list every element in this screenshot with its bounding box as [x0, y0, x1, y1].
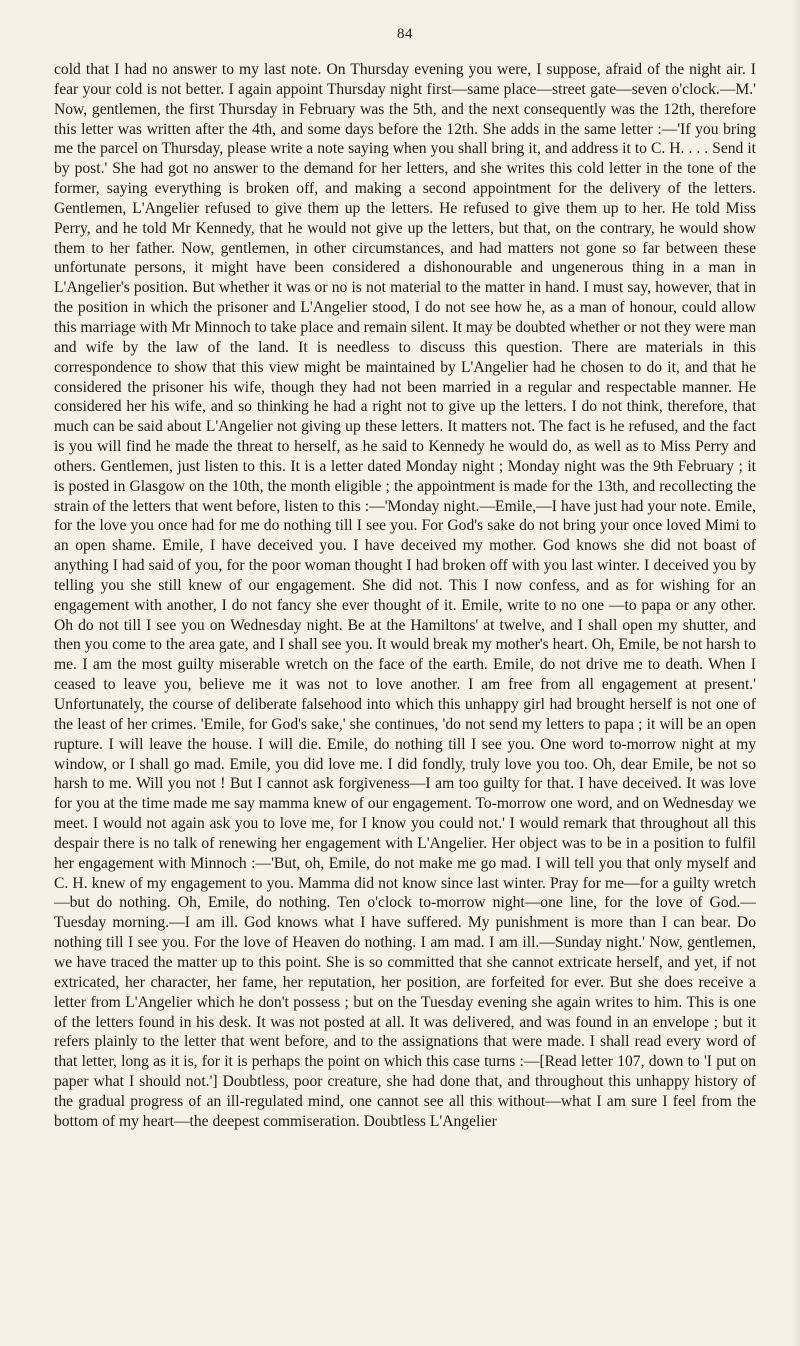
page-edge-shadow — [792, 0, 800, 1346]
body-paragraph: cold that I had no answer to my last note. On Thursday evening you were, I suppose, afraid of the night air. I fear your cold is not better. I again appoint Thursday night first—same place—street gate—seven o'clock.—M.' Now, gentlemen, the first Thursday in February was the 5th, and the next consequently was the 12th, therefore this letter was written after the 4th, and some days before the 12th. She adds in the same letter :—'If you bring me the parcel on Thursday, please write a note saying when you shall bring it, and address it to C. H. . . . Send it by post.' She had got no answer to the demand for her letters, and she writes this cold letter in the tone of the former, saying everything is broken off, and making a second appointment for the delivery of the letters. Gentlemen, L'Angelier refused to give them up the letters. He refused to give them up to her. He told Miss Perry, and he told Mr Kennedy, that he would not give up the letters, but that, on the contrary, he would show them to her father. Now, gentlemen, in other circumstances, and had matters not gone so far between these unfortunate persons, it might have been considered a dishonourable and ungenerous thing in a man in L'Angelier's position. But whether it was or no is not material to the matter in hand. I must say, however, that in the position in which the prisoner and L'Angelier stood, I do not see how he, as a man of honour, could allow this marriage with Mr Minnoch to take place and remain silent. It may be doubted whether or not they were man and wife by the law of the land. It is needless to discuss this question. There are materials in this correspondence to show that this view might be maintained by L'Angelier had he chosen to do it, and that he considered the prisoner his wife, though they had not been married in a regular and respectable manner. He considered her his wife, and so thinking he had a right not to give up the letters. I do not think, therefore, that much can be said about L'Angelier not giving up these letters. It matters not. The fact is he refused, and the fact is you will find he made the threat to herself, as he said to Kennedy he would do, as well as to Miss Perry and others. Gentlemen, just listen to this. It is a letter dated Monday night ; Monday night was the 9th February ; it is posted in Glasgow on the 10th, the month eligible ; the appointment is made for the 13th, and recollecting the strain of the letters that went before, listen to this :—'Monday night.—Emile,—I have just had your note. Emile, for the love you once had for me do nothing till I see you. For God's sake do not bring your once loved Mimi to an open shame. Emile, I have deceived you. I have deceived my mother. God knows she did not boast of anything I had said of you, for the poor woman thought I had broken off with you last winter. I deceived you by telling you she still knew of our engagement. She did not. This I now confess, and as for wishing for an engagement with another, I do not fancy she ever thought of it. Emile, write to no one —to papa or any other. Oh do not till I see you on Wednesday night. Be at the Hamiltons' at twelve, and I shall open my shutter, and then you come to the area gate, and I shall see you. It would break my mother's heart. Oh, Emile, be not harsh to me. I am the most guilty miserable wretch on the face of the earth. Emile, do not drive me to death. When I ceased to leave you, believe me it was not to love another. I am free from all engagement at present.' Unfortunately, the course of deliberate falsehood into which this unhappy girl had brought herself is not one of the least of her crimes. 'Emile, for God's sake,' she continues, 'do not send my letters to papa ; it will be an open rupture. I will leave the house. I will die. Emile, do nothing till I see you. One word to-morrow night at my window, or I shall go mad. Emile, you did love me. I did fondly, truly love you too. Oh, dear Emile, be not so harsh to me. Will you not ! But I cannot ask forgiveness—I am too guilty for that. I have deceived. It was love for you at the time made me say mamma knew of our engagement. To-morrow one word, and on Wednesday we meet. I would not again ask you to love me, for I know you could not.' I would remark that throughout all this despair there is no talk of renewing her engagement with L'Angelier. Her object was to be in a position to fulfil her engagement with Minnoch :—'But, oh, Emile, do not make me go mad. I will tell you that only myself and C. H. knew of my engagement to you. Mamma did not know since last winter. Pray for me—for a guilty wretch—but do nothing. Oh, Emile, do nothing. Ten o'clock to-morrow night—one line, for the love of God.—Tuesday morning.—I am ill. God knows what I have suffered. My punishment is more than I can bear. Do nothing till I see you. For the love of Heaven do nothing. I am mad. I am ill.—Sunday night.' Now, gentlemen, we have traced the matter up to this point. She is so committed that she cannot extricate herself, and yet, if not extricated, her character, her fame, her reputation, her position, are forfeited for ever. But she does receive a letter from L'Angelier which he don't possess ; but on the Tuesday evening she again writes to him. This is one of the letters found in his desk. It was not posted at all. It was delivered, and was found in an envelope ; but it refers plainly to the letter that went before, and to the assignations that were made. I shall read every word of that letter, long as it is, for it is perhaps the point on which this case turns :—[Read letter 107, down to 'I put on paper what I should not.'] Doubtless, poor creature, she had done that, and throughout this unhappy history of the gradual progress of an ill-regulated mind, one cannot see all this without—what I am sure I feel from the bottom of my heart—the deepest commiseration. Doubtless L'Angelier — [54, 61, 756, 1130]
page-number: 84 — [397, 26, 413, 42]
